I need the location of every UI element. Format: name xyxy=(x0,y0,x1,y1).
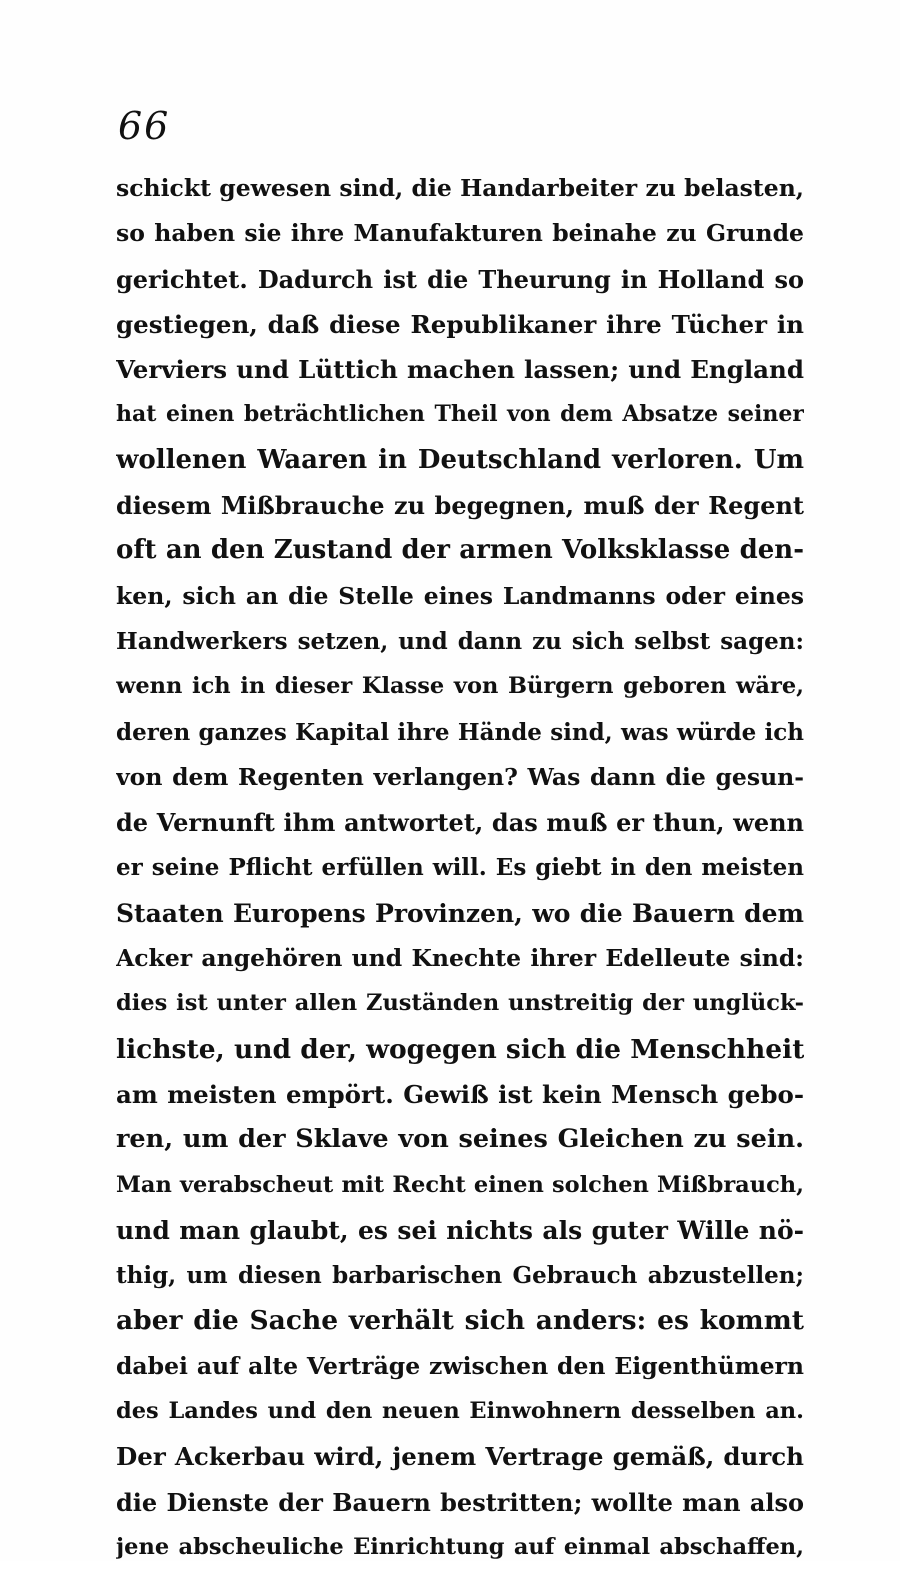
text-line: Handwerkers setzen, und dann zu sich selbst sagen: xyxy=(116,627,804,655)
text-line: schickt gewesen sind, die Handarbeiter zu belasten, xyxy=(116,174,804,202)
text-line: dies ist unter allen Zuständen unstreitig der unglück- xyxy=(116,990,804,1017)
text-line: jene abscheuliche Einrichtung auf einmal abschaffen, xyxy=(116,1533,804,1560)
page-number: 66 xyxy=(118,104,171,148)
text-line: gerichtet. Dadurch ist die Theurung in Holland so xyxy=(116,264,804,294)
text-line: die Dienste der Bauern bestritten; wollte man also xyxy=(116,1487,804,1517)
text-line: dabei auf alte Verträge zwischen den Eigenthümern xyxy=(116,1351,804,1380)
text-line: am meisten empört. Gewiß ist kein Mensch gebo- xyxy=(116,1079,804,1109)
text-line: Acker angehören und Knechte ihrer Edelleute sind: xyxy=(116,944,804,973)
text-line: und man glaubt, es sei nichts als guter Wille nö- xyxy=(116,1215,804,1245)
text-line: Verviers und Lüttich machen lassen; und England xyxy=(116,355,804,385)
text-line: wenn ich in dieser Klasse von Bürgern geboren wäre, xyxy=(116,673,804,700)
text-line: ren, um der Sklave von seines Gleichen zu sein. xyxy=(116,1124,804,1155)
text-line: gestiegen, daß diese Republikaner ihre Tücher in xyxy=(116,309,804,339)
text-line: thig, um diesen barbarischen Gebrauch abzustellen; xyxy=(116,1262,804,1290)
text-line: so haben sie ihre Manufakturen beinahe zu Grunde xyxy=(116,219,804,248)
text-line: von dem Regenten verlangen? Was dann die gesun- xyxy=(116,762,804,791)
body-text xyxy=(116,166,804,1570)
text-line: lichste, und der, wogegen sich die Menschheit xyxy=(116,1033,804,1065)
text-line: de Vernunft ihm antwortet, das muß er thun, wenn xyxy=(116,808,804,838)
text-line: oft an den Zustand der armen Volksklasse den- xyxy=(116,535,804,566)
text-line: deren ganzes Kapital ihre Hände sind, was würde ich xyxy=(116,718,804,746)
text-line: Der Ackerbau wird, jenem Vertrage gemäß, durch xyxy=(116,1442,804,1472)
text-line: ken, sich an die Stelle eines Landmanns oder eines xyxy=(116,581,804,610)
text-line: diesem Mißbrauche zu begegnen, muß der Regent xyxy=(116,491,804,521)
text-line: Man verabscheut mit Recht einen solchen Mißbrauch, xyxy=(116,1171,804,1198)
text-line: hat einen beträchtlichen Theil von dem Absatze seiner xyxy=(116,401,804,428)
text-line: Staaten Europens Provinzen, wo die Bauern dem xyxy=(116,898,804,928)
text-line: er seine Pflicht erfüllen will. Es giebt in den meisten xyxy=(116,854,804,882)
text-line: aber die Sache verhält sich anders: es kommt xyxy=(116,1305,804,1337)
text-line: des Landes und den neuen Einwohnern desselben an. xyxy=(116,1398,804,1425)
text-line: wollenen Waaren in Deutschland verloren. Um xyxy=(116,444,804,475)
